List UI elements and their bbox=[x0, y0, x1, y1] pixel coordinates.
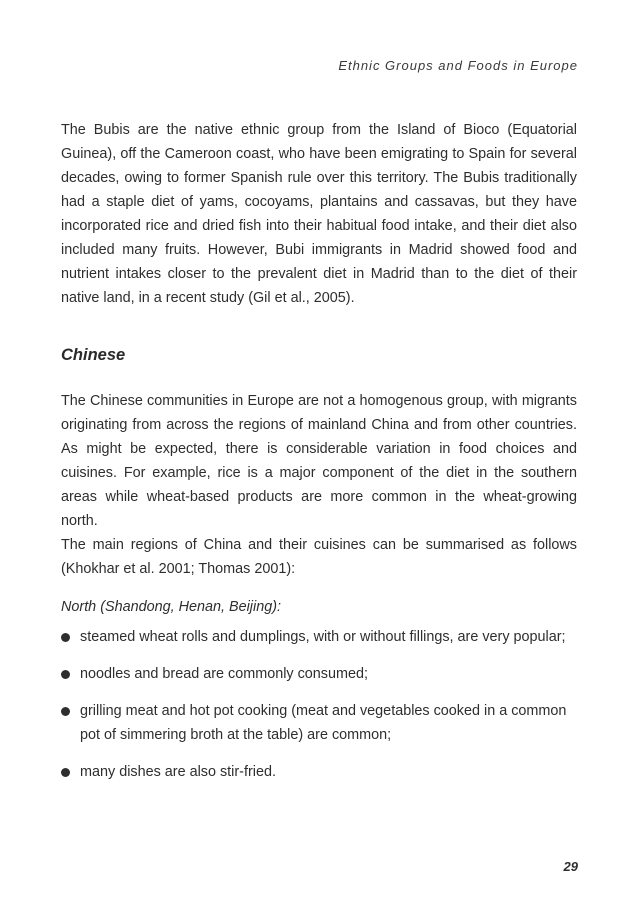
list-item bbox=[61, 625, 577, 649]
subheading-north: North (Shandong, Henan, Beijing): bbox=[61, 599, 281, 615]
bullet-list-north bbox=[61, 625, 577, 784]
list-item-text: steamed wheat rolls and dumplings, with or without fillings, are very popular; bbox=[80, 629, 566, 645]
paragraph-bubis: The Bubis are the native ethnic group from the Island of Bioco (Equatorial Guinea), off the Cameroon coast, who have been emigrating to Spain for several decades, owing to former Spanish rule over this territory. The Bubis traditionally had a staple diet of yams, cocoyams, plantains and cassavas, but they have incorporated rice and dried fish into their habitual food intake, and their diet also included many fruits. However, Bubi immigrants in Madrid showed food and nutrient intakes closer to the prevalent diet in Madrid than to the diet of their native land, in a recent study (Gil et al., 2005). bbox=[61, 122, 577, 306]
list-item bbox=[61, 760, 577, 784]
paragraph-regions: The main regions of China and their cuisines can be summarised as follows (Khokhar et al. 2001; Thomas 2001): bbox=[61, 537, 577, 577]
list-item-text: grilling meat and hot pot cooking (meat and vegetables cooked in a common pot of simmering broth at the table) are common; bbox=[80, 703, 567, 743]
page-content bbox=[61, 118, 577, 797]
list-item bbox=[61, 662, 577, 686]
page-number: 29 bbox=[563, 859, 578, 874]
list-item-text: noodles and bread are commonly consumed; bbox=[80, 666, 368, 682]
paragraph-chinese-intro: The Chinese communities in Europe are not a homogenous group, with migrants originating from across the regions of mainland China and from other countries. As might be expected, there is considerable variation in food choices and cuisines. For example, rice is a major component of the diet in the southern areas while wheat-based products are more common in the wheat-growing north. bbox=[61, 393, 577, 529]
list-item bbox=[61, 699, 577, 747]
bullet-icon bbox=[61, 707, 70, 716]
bullet-icon bbox=[61, 670, 70, 679]
bullet-icon bbox=[61, 633, 70, 642]
list-item-text: many dishes are also stir-fried. bbox=[80, 764, 276, 780]
bullet-icon bbox=[61, 768, 70, 777]
section-heading-chinese: Chinese bbox=[61, 346, 126, 364]
running-header: Ethnic Groups and Foods in Europe bbox=[338, 58, 578, 73]
